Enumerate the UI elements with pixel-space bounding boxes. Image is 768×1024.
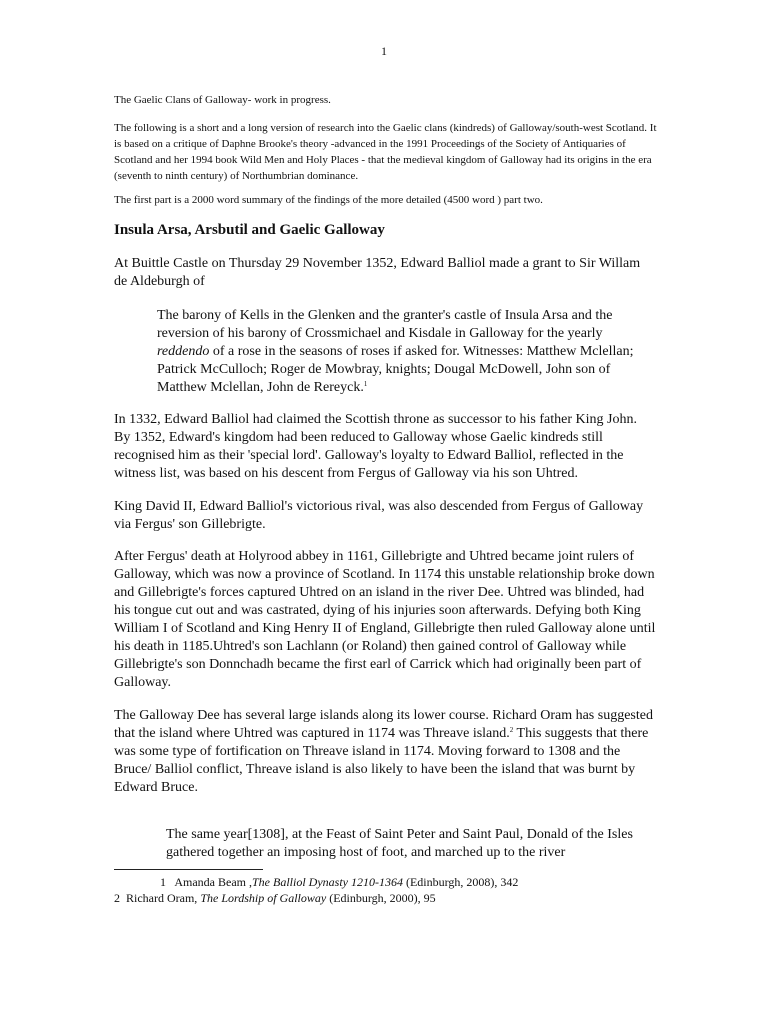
- summary-note: The first part is a 2000 word summary of the findings of the more detailed (4500 word ) part two.: [114, 194, 543, 206]
- footnote-2-details: (Edinburgh, 2000), 95: [326, 891, 436, 905]
- quote-text-end: of a rose in the seasons of roses if asked for. Witnesses: Matthew Mclellan; Patrick McCulloch; Roger de Mowbray, knights; Dougal McDowell, John son of Matthew Mclellan, John de Rereyck.: [157, 344, 634, 395]
- quote-italic-term: reddendo: [157, 344, 210, 359]
- footnote-ref-2[interactable]: 2: [509, 726, 514, 734]
- body-paragraph-1: At Buittle Castle on Thursday 29 November 1352, Edward Balliol made a grant to Sir Willam de Aldeburgh of: [114, 256, 641, 289]
- page-number: 1: [381, 44, 387, 58]
- body-paragraph-3: King David II, Edward Balliol's victorious rival, was also descended from Fergus of Galloway via Fergus' son Gillebrigte.: [114, 499, 644, 532]
- footnote-1-author: Amanda Beam ,: [174, 875, 252, 889]
- footnote-ref-1[interactable]: 1: [363, 380, 368, 388]
- quote-text-start: The barony of Kells in the Glenken and the granter's castle of Insula Arsa and the reversion of his barony of Crossmichael and Kisdale in Galloway for the yearly: [157, 308, 613, 341]
- footnote-divider: [114, 869, 263, 870]
- body-paragraph-4: After Fergus' death at Holyrood abbey in 1161, Gillebrigte and Uhtred became joint rulers of Galloway, which was now a province of Scotland. In 1174 this unstable relationship broke down and Gillebrigte's forces captured Uhtred on an island in the river Dee. Uhtred was blinded, had his tongue cut out and was castrated, dying of his injuries soon afterwards. Defying both King William I of Scotland and King Henry II of England, Gillebrigte then ruled Galloway alone until his death in 1185.Uhtred's son Lachlann (or Roland) then gained control of Galloway while Gillebrigte's son Donnchadh became the first earl of Carrick which had originally been part of Galloway.: [114, 549, 656, 690]
- footnote-2-number: 2: [114, 891, 120, 905]
- footnote-2-title: The Lordship of Galloway: [200, 891, 327, 905]
- body-paragraph-5: [114, 707, 656, 797]
- footnote-1-title: The Balliol Dynasty 1210-1364: [252, 875, 403, 889]
- body-paragraph-2: In 1332, Edward Balliol had claimed the Scottish throne as successor to his father King John. By 1352, Edward's kingdom had been reduced to Galloway whose Gaelic kindreds still recognised him as their 'special lord'. Galloway's loyalty to Edward Balliol, reflected in the witness list, was based on his descent from Fergus of Galloway via his son Uhtred.: [114, 412, 637, 481]
- intro-paragraph: The following is a short and a long version of research into the Gaelic clans (kindreds) of Galloway/south-west Scotland. It is based on a critique of Daphne Brooke's theory -advanced in the 1991 Proceedings of the Society of Antiquaries of Scotland and her 1994 book Wild Men and Holy Places - that the medieval kingdom of Galloway had its origins in the era (seventh to ninth century) of Northumbrian dominance.: [114, 122, 657, 182]
- block-quote-1308: The same year[1308], at the Feast of Saint Peter and Saint Paul, Donald of the Isles gathered together an imposing host of foot, and marched up to the river: [166, 827, 633, 860]
- para5-text-start: The Galloway Dee has several large islands along its lower course. Richard Oram has suggested that the island where Uhtred was captured in 1174 was Threave island.: [114, 708, 653, 741]
- document-title: The Gaelic Clans of Galloway- work in progress.: [114, 94, 331, 106]
- footnote-1: [160, 875, 518, 889]
- footnote-1-number: 1: [160, 875, 166, 889]
- section-heading: Insula Arsa, Arsbutil and Gaelic Galloway: [114, 222, 385, 238]
- footnote-1-details: (Edinburgh, 2008), 342: [402, 875, 519, 889]
- footnote-2-author: Richard Oram,: [126, 891, 201, 905]
- footnote-2: [114, 891, 436, 905]
- para5-text-end: This suggests that there was some type of fortification on Threave island in 1174. Moving forward to 1308 and the Bruce/ Balliol conflict, Threave island is also likely to have been the island that was burnt by Edward Bruce.: [114, 726, 649, 795]
- block-quote-grant: [157, 307, 647, 397]
